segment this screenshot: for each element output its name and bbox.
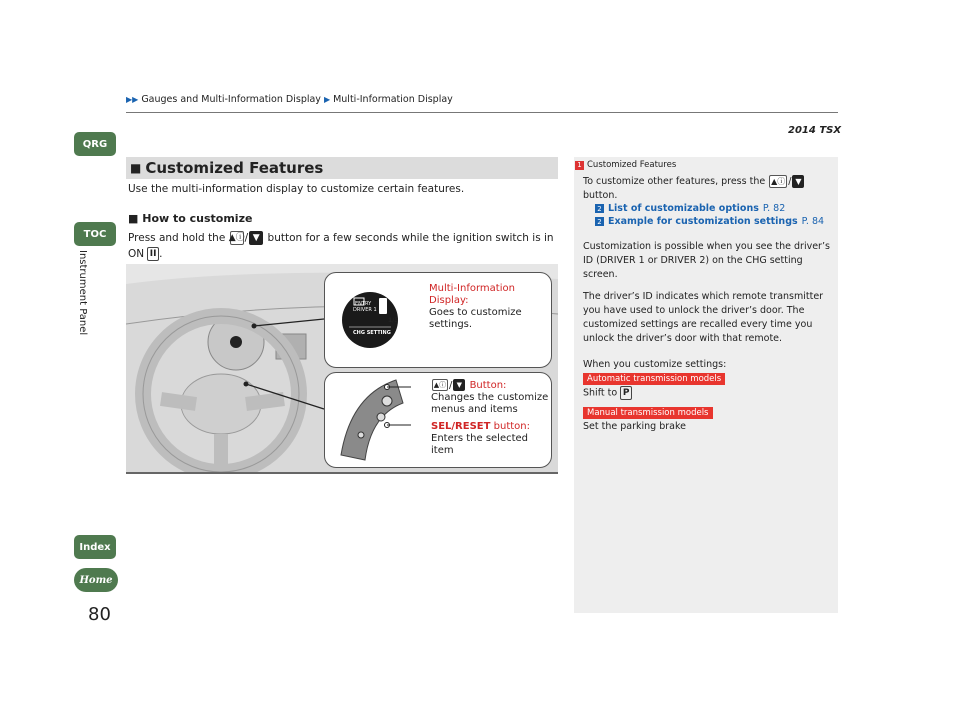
section-title-text: Customized Features [145, 159, 324, 177]
sidebar-para4: When you customize settings: [583, 359, 727, 370]
mid-callout-text [429, 283, 547, 331]
ignition-key-icon: II [147, 247, 159, 261]
sidebar-line1: To customize other features, press the ▲ⓘ / ▼ button. [583, 175, 831, 203]
mid-display-label: CHG SETTING [353, 330, 391, 336]
park-key-icon: P [620, 386, 632, 400]
breadcrumb [126, 94, 453, 105]
selreset-callout-body: Enters the selected item [431, 433, 529, 456]
mid-callout [324, 272, 552, 368]
automatic-models-tag: Automatic transmission models [583, 373, 725, 385]
model-label: 2014 TSX [788, 125, 842, 136]
sidebar-line1b-text: button. [583, 190, 618, 201]
index-button[interactable]: Index [74, 535, 116, 559]
subheading-text: How to customize [142, 212, 253, 225]
breadcrumb-link-gauges[interactable]: Gauges and Multi-Information Display [141, 94, 321, 105]
mid-display-line1: ENTRY [355, 301, 372, 307]
shift-instruction [583, 386, 831, 401]
sidebar-line1-text: To customize other features, press the [583, 176, 766, 187]
subheading: ■ How to customize [128, 212, 253, 225]
mid-display-line2: DRIVER 1 [353, 307, 377, 313]
home-button[interactable]: Home [74, 568, 118, 592]
chapter-label: Instrument Panel [77, 250, 88, 336]
link2-label[interactable]: Example for customization settings [608, 216, 798, 227]
updown-callout-body: Changes the customize menus and items [431, 392, 549, 415]
link-arrow-icon: 2 [595, 204, 604, 213]
mid-display-page: 1/3 [388, 317, 399, 324]
breadcrumb-arrow-icon: ▶▶ [126, 95, 139, 104]
down-arrow-button-icon: ▼ [453, 379, 465, 391]
sidebar-title-text: Customized Features [587, 160, 677, 170]
section-title [126, 157, 558, 179]
page-number: 80 [88, 604, 111, 625]
shift-text: Shift to [583, 387, 618, 399]
info-up-button-icon: ▲ⓘ [769, 175, 787, 188]
intro-text: Use the multi-information display to customize certain features. [128, 183, 465, 195]
link-arrow-icon: 2 [595, 217, 604, 226]
toc-button[interactable]: TOC [74, 222, 116, 246]
info-up-button-icon: ▲ⓘ [228, 233, 245, 243]
button-callout [324, 372, 552, 468]
selreset-callout-title: SEL/RESET [431, 421, 491, 432]
square-bullet-icon: ■ [130, 161, 142, 175]
note-number-icon: 1 [575, 161, 584, 170]
updown-callout-text: ▲ⓘ / ▼ Button: Changes the customize menus and items [431, 380, 549, 415]
sidebar-para2: Customization is possible when you see the driver’s ID (DRIVER 1 or DRIVER 2) on the CHG setting screen. [583, 241, 830, 280]
down-arrow-button-icon: ▼ [249, 231, 263, 245]
mid-callout-title: Multi-Information Display: [429, 283, 515, 306]
instructions-part3: ON [128, 248, 145, 260]
instructions-part1: Press and hold the [128, 232, 226, 244]
selreset-callout-text [431, 421, 549, 457]
steering-wheel-illustration [126, 264, 558, 474]
parking-brake-instruction: Set the parking brake [583, 421, 686, 432]
info-up-button-icon: ▲ⓘ [433, 381, 447, 389]
link-customizable-options[interactable] [595, 203, 785, 214]
link1-label[interactable]: List of customizable options [608, 203, 759, 214]
instructions-paragraph: Press and hold the ▲ⓘ/ ▼ button for a few seconds while the ignition switch is in ON II . [128, 232, 554, 260]
qrg-button[interactable]: QRG [74, 132, 116, 156]
steering-switch-icon [331, 375, 411, 465]
mid-callout-body: Goes to customize settings. [429, 307, 522, 330]
down-arrow-button-icon: ▼ [792, 175, 804, 188]
updown-callout-title: Button: [469, 380, 507, 391]
link1-page[interactable]: P. 82 [762, 203, 786, 214]
instructions-part2: button for a few seconds while the ignition switch is in [267, 232, 554, 244]
breadcrumb-arrow-icon: ▶ [323, 95, 331, 104]
link2-page[interactable]: P. 84 [801, 216, 825, 227]
header-divider [126, 112, 838, 113]
manual-models-tag: Manual transmission models [583, 407, 713, 419]
sidebar-title [575, 160, 676, 170]
sidebar-para3: The driver’s ID indicates which remote transmitter you have used to unlock the driver’s door. The customized settings are recalled every time you unlock the driver’s door with that remote. [583, 291, 824, 344]
selreset-callout-title-rest: button: [493, 421, 530, 432]
breadcrumb-link-mid[interactable]: Multi-Information Display [333, 94, 453, 105]
link-customization-example[interactable] [595, 216, 824, 227]
